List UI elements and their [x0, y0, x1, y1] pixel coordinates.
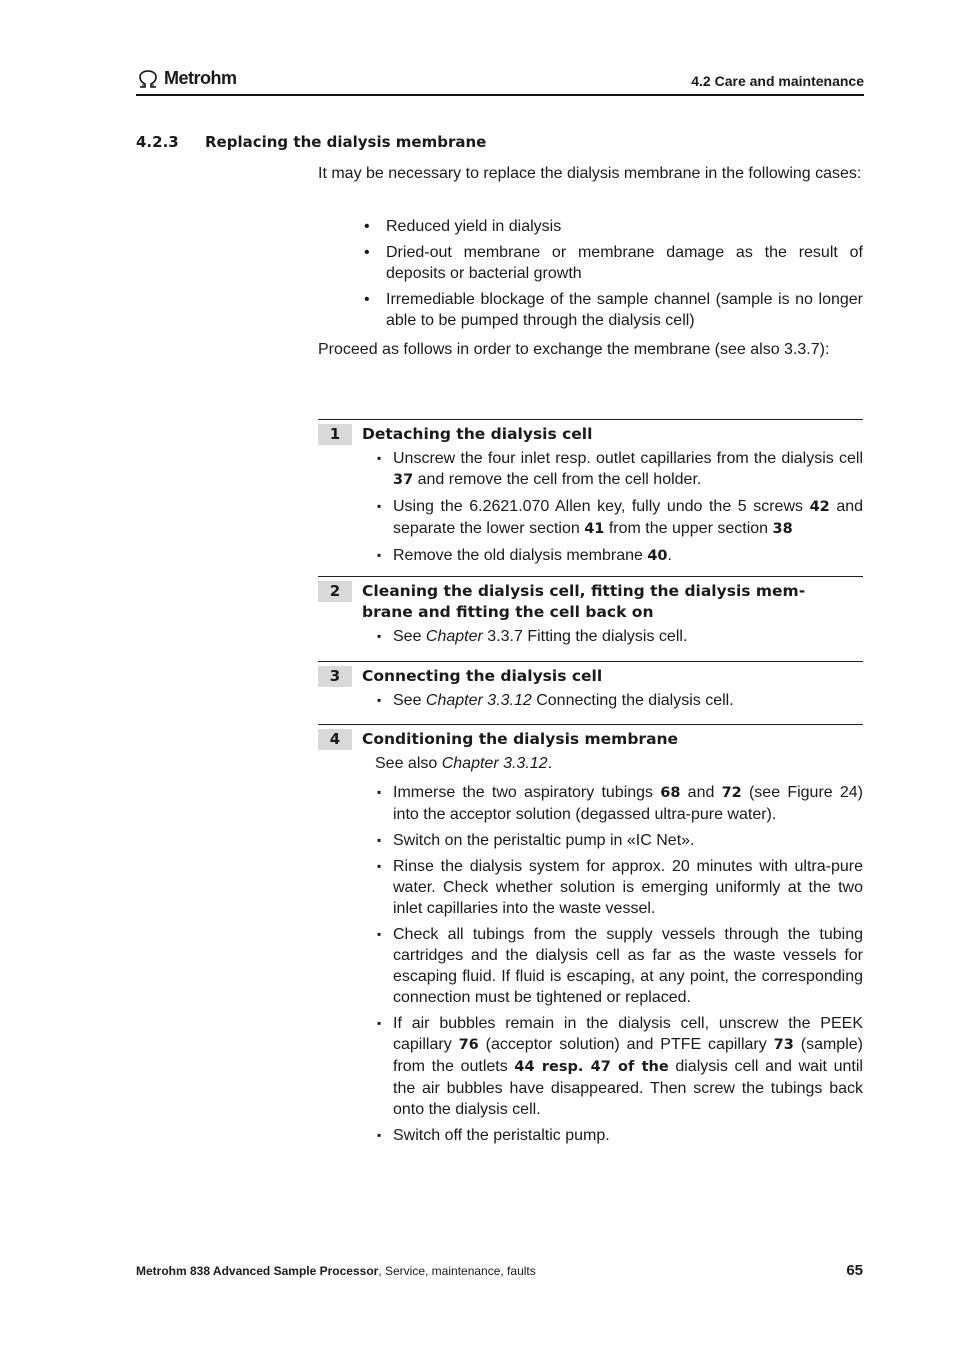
step-items	[375, 690, 863, 711]
list-item: • Irremediable blockage of the sample channel (sample is no longer able to be pumped through the dialysis cell)	[364, 291, 863, 329]
list-item: ▪ See Chapter 3.3.12 Connecting the dialysis cell.	[377, 692, 734, 709]
list-item: ▪ See Chapter 3.3.7 Fitting the dialysis cell.	[377, 628, 688, 645]
step-items	[375, 448, 863, 567]
see-also: See also Chapter 3.3.12.	[375, 755, 553, 772]
step-items	[375, 782, 863, 1146]
list-item: • Dried-out membrane or membrane damage as the result of deposits or bacterial growth	[364, 244, 863, 282]
step-1	[318, 419, 863, 572]
step-4	[318, 724, 863, 1151]
step-2	[318, 576, 863, 652]
divider	[318, 419, 863, 420]
step-title: Cleaning the dialysis cell, fitting the dialysis mem- brane and fitting the cell back on	[362, 582, 806, 621]
section-title	[136, 133, 486, 151]
logo-text: Metrohm	[164, 68, 237, 88]
list-item: ▪ Unscrew the four inlet resp. outlet capillaries from the dialysis cell 37 and remove the cell from the cell holder.	[377, 450, 863, 488]
list-item: ▪ Remove the old dialysis membrane 40.	[377, 547, 672, 564]
list-item: ▪ Switch off the peristaltic pump.	[377, 1127, 610, 1144]
section-title-text: Replacing the dialysis membrane	[205, 133, 487, 151]
step-title: Connecting the dialysis cell	[362, 667, 603, 685]
list-item: • Reduced yield in dialysis	[364, 218, 562, 235]
list-item: ▪ Switch on the peristaltic pump in «IC Net».	[377, 832, 695, 849]
cases-list	[364, 216, 863, 336]
divider	[318, 724, 863, 725]
list-item: ▪ Immerse the two aspiratory tubings 68 and 72 (see Figure 24) into the acceptor solution (degassed ultra-pure water).	[377, 784, 863, 823]
step-number: 2	[318, 581, 352, 602]
metrohm-logo	[136, 68, 237, 89]
list-item: ▪ Rinse the dialysis system for approx. 20 minutes with ultra-pure water. Check whether solution is emerging uniformly at the two inlet capillaries into the waste vessel.	[377, 858, 863, 917]
step-3	[318, 661, 863, 716]
list-item: ▪ Using the 6.2621.070 Allen key, fully undo the 5 screws 42 and separate the lower section 41 from the upper section 38	[377, 498, 864, 537]
step-title: Conditioning the dialysis membrane	[362, 730, 679, 748]
section-number: 4.2.3	[136, 133, 179, 151]
intro-paragraph: It may be necessary to replace the dialysis membrane in the following cases:	[318, 165, 862, 182]
step-title: Detaching the dialysis cell	[362, 425, 593, 443]
step-number: 4	[318, 729, 352, 750]
page-header	[136, 66, 864, 96]
list-item: ▪ If air bubbles remain in the dialysis cell, unscrew the PEEK capillary 76 (acceptor solution) and PTFE capillary 73 (sample) from the outlets 44 resp. 47 of the dialysis cell and wait until the air bubbles have disappeared. Then screw the tubings back onto the dialysis cell.	[377, 1015, 863, 1118]
page-number: 65	[846, 1262, 863, 1279]
header-section-ref: 4.2 Care and maintenance	[691, 73, 864, 89]
step-number: 3	[318, 666, 352, 687]
divider	[318, 661, 863, 662]
footer-text: Metrohm 838 Advanced Sample Processor, Service, maintenance, faults	[136, 1264, 536, 1278]
step-number: 1	[318, 424, 352, 445]
proceed-paragraph: Proceed as follows in order to exchange the membrane (see also 3.3.7):	[318, 341, 830, 358]
list-item: ▪ Check all tubings from the supply vessels through the tubing cartridges and the dialysis cell as far as the waste vessels for escaping fluid. If fluid is escaping, at any point, the corresponding connection must be tightened or replaced.	[377, 926, 863, 1006]
omega-logo-icon	[136, 69, 160, 89]
step-items	[375, 626, 863, 647]
divider	[318, 576, 863, 577]
